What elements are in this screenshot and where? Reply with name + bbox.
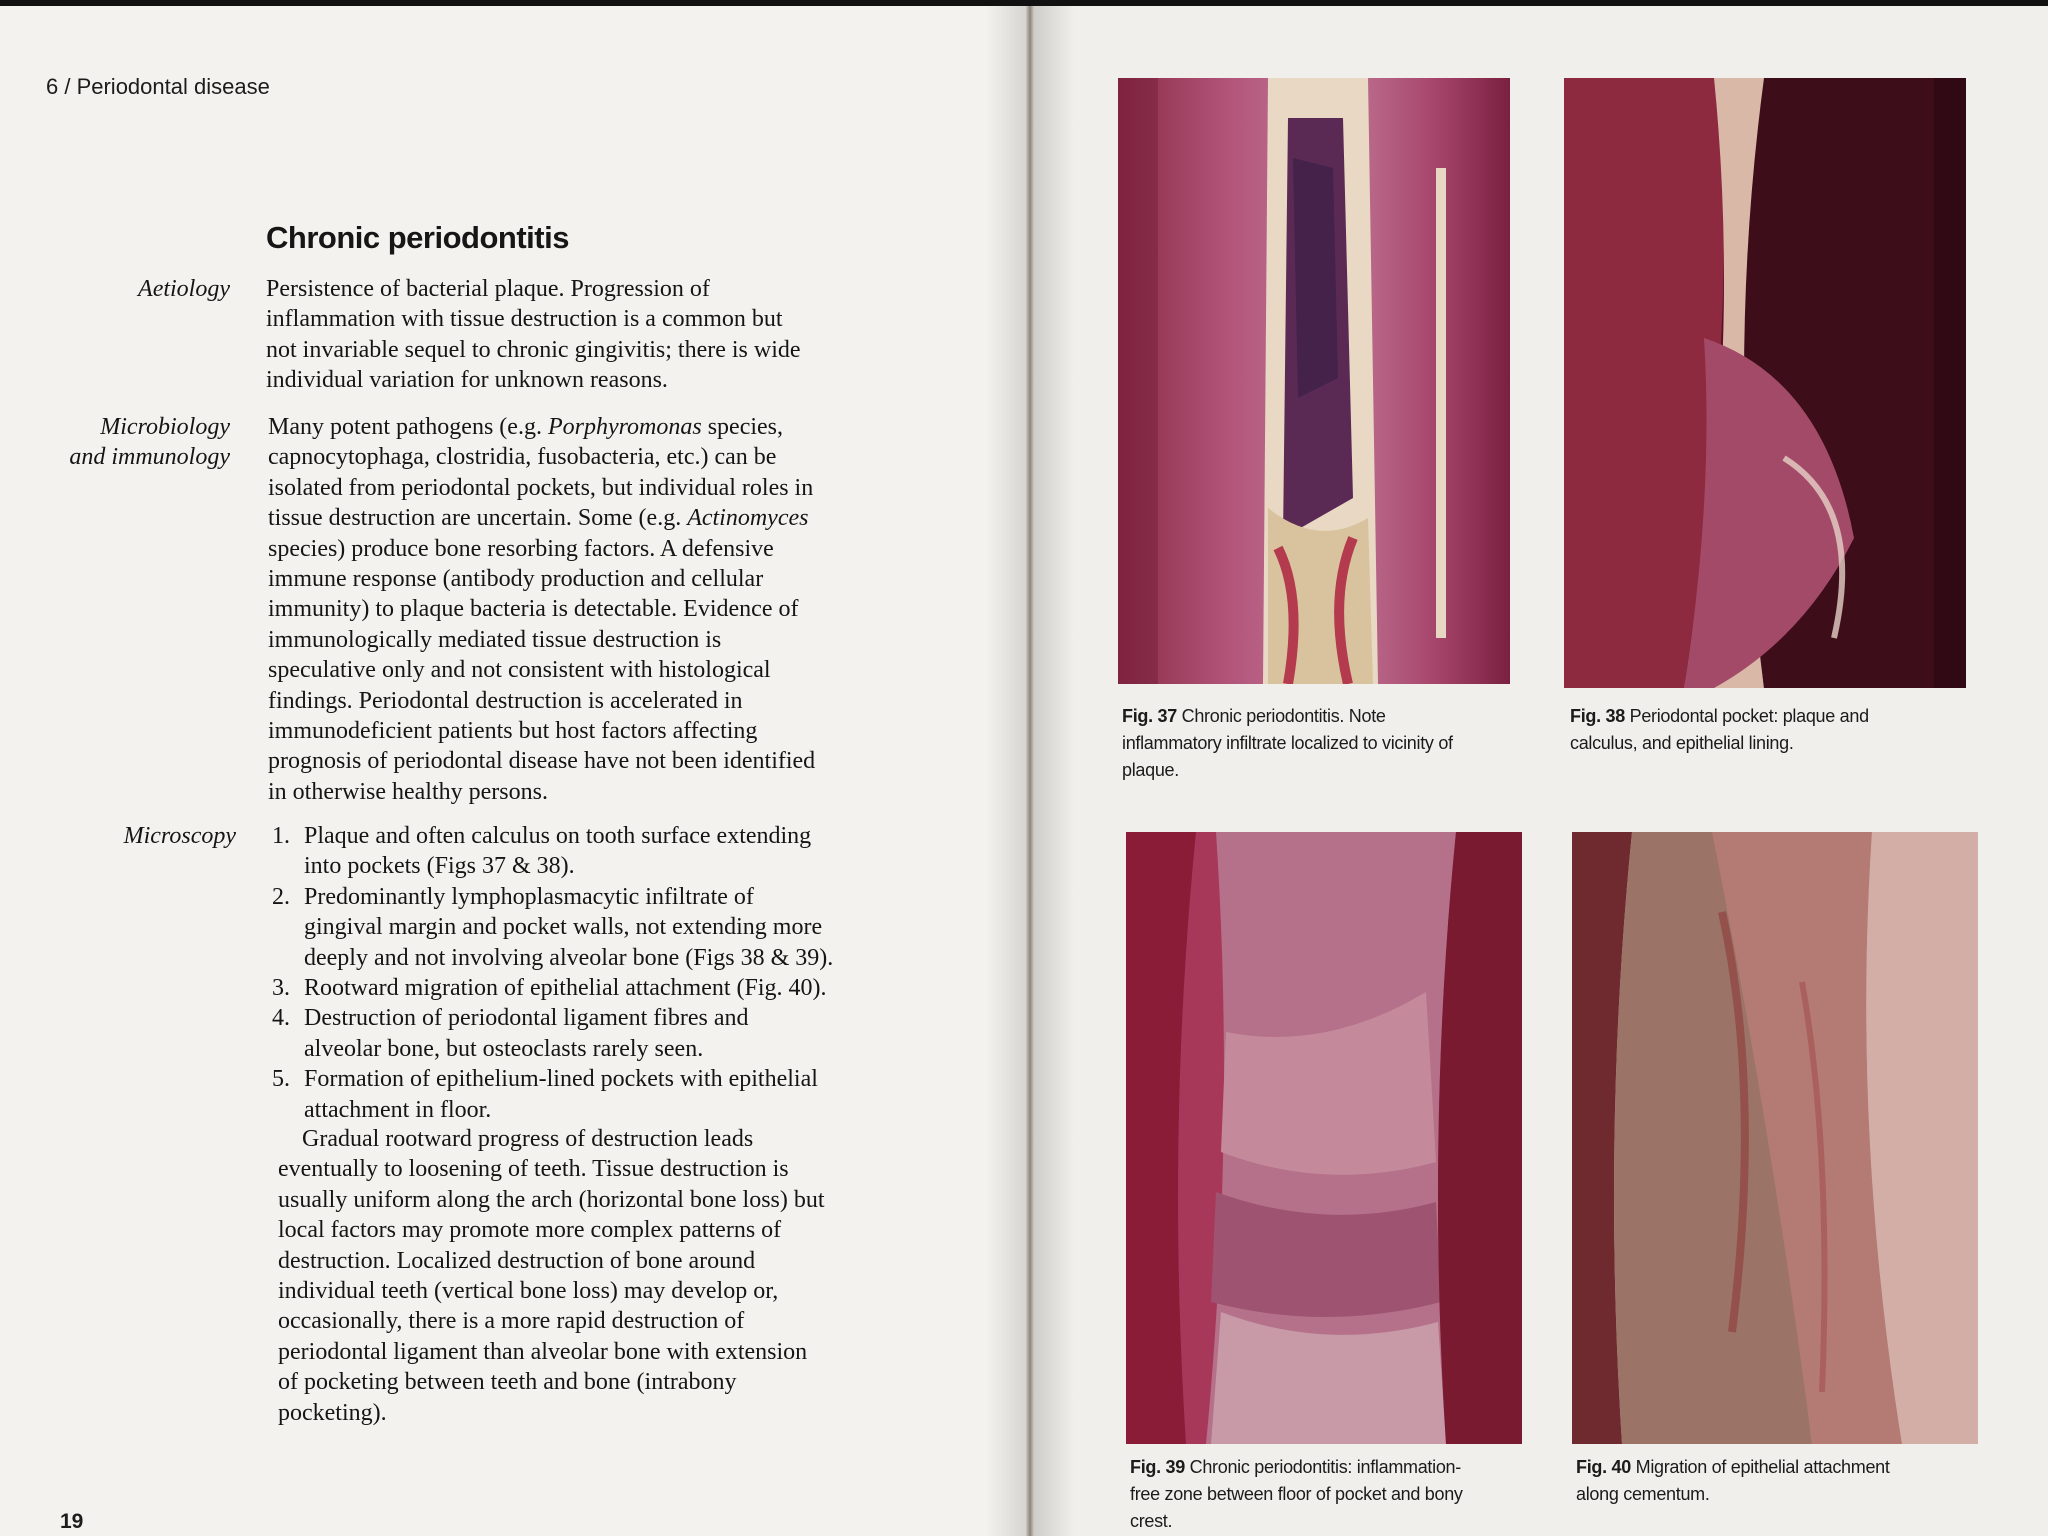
text-line: of pocketing between teeth and bone (intrabony xyxy=(278,1369,737,1396)
text-run: Many potent pathogens (e.g. xyxy=(268,414,548,440)
figure-label: Fig. 40 xyxy=(1576,1457,1631,1477)
text-line: eventually to loosening of teeth. Tissue destruction is xyxy=(278,1156,789,1183)
closing-paragraph xyxy=(278,1124,946,1428)
text-line xyxy=(268,412,958,442)
figure-37-micrograph xyxy=(1118,78,1510,684)
page-number: 19 xyxy=(60,1510,84,1533)
text-line: destruction. Localized destruction of bone around xyxy=(278,1247,756,1274)
text-line: deeply and not involving alveolar bone (Figs 38 & 39). xyxy=(304,944,834,971)
figure-40-micrograph xyxy=(1572,832,1978,1444)
list-number: 2. xyxy=(272,883,290,910)
figure-40-caption xyxy=(1576,1454,1976,1508)
text-line: attachment in floor. xyxy=(304,1096,492,1123)
text-line: Predominantly lymphoplasmacytic infiltrate of xyxy=(304,883,754,910)
microscopy-list xyxy=(272,821,942,1125)
figure-label: Fig. 38 xyxy=(1570,706,1625,726)
text-line: species) produce bone resorbing factors. A defensive xyxy=(268,535,774,562)
text-line: Rootward migration of epithelial attachment (Fig. 40). xyxy=(304,975,827,1002)
list-number: 1. xyxy=(272,823,290,849)
figure-38-caption xyxy=(1570,703,1970,757)
section-title: Chronic periodontitis xyxy=(266,220,569,255)
text-line: immune response (antibody production and cellular xyxy=(268,566,764,593)
text-line: isolated from periodontal pockets, but individual roles in xyxy=(268,474,814,501)
text-line: into pockets (Figs 37 & 38). xyxy=(304,853,575,880)
histology-image xyxy=(1572,832,1978,1444)
right-page xyxy=(1034,6,2048,1536)
figure-38-micrograph xyxy=(1564,78,1966,688)
text-line: gingival margin and pocket walls, not extending more xyxy=(304,914,823,941)
figure-label: Fig. 37 xyxy=(1122,706,1177,726)
text-line: Plaque and often calculus on tooth surface extending xyxy=(304,823,812,849)
text-line: not invariable sequel to chronic gingivitis; there is wide xyxy=(266,336,801,363)
label-line: and immunology xyxy=(69,444,230,471)
text-line: findings. Periodontal destruction is accelerated in xyxy=(268,687,743,714)
label-line: Microbiology xyxy=(100,414,230,440)
list-number: 4. xyxy=(272,1005,290,1032)
text-line: individual teeth (vertical bone loss) may develop or, xyxy=(278,1278,779,1305)
text-line: speculative only and not consistent with histological xyxy=(268,657,771,684)
text-line: usually uniform along the arch (horizontal bone loss) but xyxy=(278,1186,825,1213)
running-head: 6 / Periodontal disease xyxy=(46,74,270,99)
caption-text: Migration of epithelial attachment xyxy=(1635,1457,1890,1477)
histology-image xyxy=(1564,78,1966,688)
figure-37-caption xyxy=(1122,703,1522,784)
caption-line: inflammatory infiltrate localized to vicinity of xyxy=(1122,733,1453,753)
text-line: in otherwise healthy persons. xyxy=(268,778,548,805)
text-line: occasionally, there is a more rapid destruction of xyxy=(278,1308,745,1335)
text-line: immunodeficient patients but host factors affecting xyxy=(268,718,758,745)
text-line xyxy=(278,1124,946,1154)
text-line: pocketing). xyxy=(278,1399,387,1426)
caption-line xyxy=(1122,703,1522,730)
histology-image xyxy=(1118,78,1510,684)
caption-line xyxy=(1576,1454,1976,1481)
caption-line xyxy=(1130,1454,1530,1481)
text-line: individual variation for unknown reasons. xyxy=(266,367,668,394)
text-line xyxy=(268,503,958,533)
left-page xyxy=(0,6,1026,1536)
figure-39-micrograph xyxy=(1126,832,1522,1444)
text-line: alveolar bone, but osteoclasts rarely seen. xyxy=(304,1035,704,1062)
text-line: Persistence of bacterial plaque. Progression of xyxy=(266,276,710,302)
text-line: Destruction of periodontal ligament fibres and xyxy=(304,1005,749,1032)
text-line: local factors may promote more complex patterns of xyxy=(278,1217,782,1244)
species-name: Porphyromonas xyxy=(547,414,702,440)
list-item xyxy=(272,1064,942,1125)
caption-line: calculus, and epithelial lining. xyxy=(1570,733,1794,753)
caption-text: Chronic periodontitis. Note xyxy=(1181,706,1386,726)
aetiology-paragraph xyxy=(266,274,956,396)
caption-line: free zone between floor of pocket and bony xyxy=(1130,1484,1463,1504)
text-line: periodontal ligament than alveolar bone with extension xyxy=(278,1338,808,1365)
caption-text: Chronic periodontitis: inflammation- xyxy=(1189,1457,1461,1477)
figure-label: Fig. 39 xyxy=(1130,1457,1185,1477)
microbiology-label xyxy=(20,412,230,473)
list-number: 5. xyxy=(272,1066,290,1093)
caption-text: Periodontal pocket: plaque and xyxy=(1629,706,1869,726)
text-run: tissue destruction are uncertain. Some (e.g. xyxy=(268,505,688,532)
text-line: immunologically mediated tissue destruction is xyxy=(268,626,722,653)
text-run: Gradual rootward progress of destruction leads xyxy=(302,1126,754,1152)
list-item xyxy=(272,1003,942,1064)
text-line: capnocytophaga, clostridia, fusobacteria, etc.) can be xyxy=(268,444,777,471)
microbiology-paragraph xyxy=(268,412,958,807)
histology-image xyxy=(1126,832,1522,1444)
text-line: prognosis of periodontal disease have not been identified xyxy=(268,748,816,775)
microscopy-label: Microscopy xyxy=(123,823,236,849)
text-line: Formation of epithelium-lined pockets with epithelial xyxy=(304,1066,818,1093)
list-item xyxy=(272,882,942,973)
list-number: 3. xyxy=(272,975,290,1002)
book-gutter xyxy=(1026,6,1034,1536)
list-item xyxy=(272,821,942,882)
text-run: species, xyxy=(701,414,784,440)
species-name: Actinomyces xyxy=(687,505,809,532)
caption-line: along cementum. xyxy=(1576,1484,1710,1504)
caption-line: plaque. xyxy=(1122,760,1179,780)
aetiology-label: Aetiology xyxy=(138,276,230,302)
text-line: immunity) to plaque bacteria is detectable. Evidence of xyxy=(268,596,799,623)
text-line: inflammation with tissue destruction is a common but xyxy=(266,306,783,333)
caption-line xyxy=(1570,703,1970,730)
figure-39-caption xyxy=(1130,1454,1530,1535)
caption-line: crest. xyxy=(1130,1511,1173,1531)
list-item xyxy=(272,973,942,1003)
